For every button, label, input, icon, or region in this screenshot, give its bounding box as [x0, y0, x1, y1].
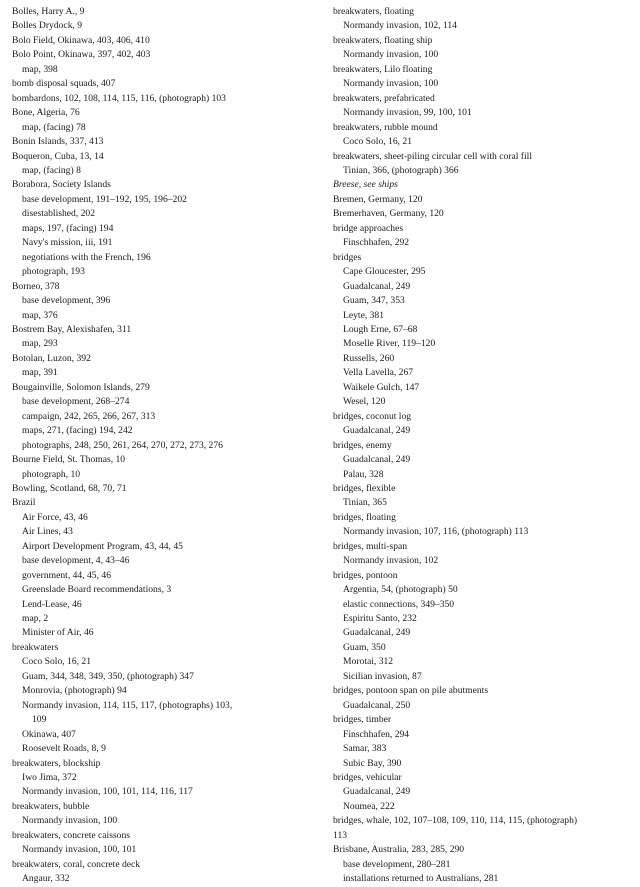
index-subentry: map, (facing) 8 — [22, 164, 81, 176]
index-subentry: Leyte, 381 — [343, 309, 385, 321]
index-subentry: Cape Gloucester, 295 — [343, 266, 426, 278]
index-heading: bridges, coconut log — [333, 410, 412, 422]
index-heading: bridges, floating — [333, 511, 396, 523]
index-heading: bridges, vehicular — [333, 772, 402, 784]
index-heading: bridges, pontoon — [333, 569, 398, 581]
index-subentry: Samar, 383 — [343, 743, 387, 755]
index-heading: Bolo Point, Okinawa, 397, 402, 403 — [12, 49, 151, 61]
index-subentry: Iwo Jima, 372 — [22, 772, 77, 784]
index-subentry: Noumea, 222 — [343, 800, 395, 812]
index-subentry: Coco Solo, 16, 21 — [22, 656, 92, 668]
index-subentry: Sicilian invasion, 87 — [343, 670, 422, 682]
index-subentry: Minister of Air, 46 — [22, 627, 94, 639]
index-heading: breakwaters, floating ship — [333, 34, 433, 46]
index-subentry: Argentia, 54, (photograph) 50 — [343, 584, 458, 596]
index-subentry: 109 — [32, 714, 47, 726]
index-subentry: installations returned to Australians, 281 — [343, 873, 499, 885]
index-subentry: map, 376 — [22, 309, 58, 321]
index-heading: breakwaters, bubble — [12, 800, 90, 812]
index-subentry: Guam, 347, 353 — [343, 295, 405, 307]
index-subentry: Subic Bay, 390 — [343, 757, 402, 769]
index-heading: bridges, multi-span — [333, 540, 408, 552]
index-heading: bridges, whale, 102, 107–108, 109, 110, 114, 115, (photograph) — [333, 815, 578, 827]
index-subentry: Normandy invasion, 114, 115, 117, (photographs) 103, — [22, 699, 233, 711]
index-subentry: Russells, 260 — [343, 352, 395, 364]
index-heading: breakwaters, floating — [333, 6, 414, 17]
index-subentry: map, 293 — [22, 338, 58, 350]
index-heading: Bolles, Harry A., 9 — [12, 6, 85, 17]
index-heading: breakwaters, rubble mound — [333, 121, 438, 133]
index-heading: breakwaters — [12, 641, 59, 653]
index-subentry: Normandy invasion, 99, 100, 101 — [343, 107, 472, 119]
index-subentry: Tinian, 365 — [343, 497, 387, 509]
index-subentry: Navy's mission, iii, 191 — [22, 237, 113, 249]
index-heading: Bourne Field, St. Thomas, 10 — [12, 454, 126, 466]
index-subentry: photographs, 248, 250, 261, 264, 270, 272, 273, 276 — [22, 439, 223, 451]
index-subentry: maps, 197, (facing) 194 — [22, 222, 114, 234]
index-subentry: base development, 268–274 — [22, 396, 130, 408]
index-subentry: Finschhafen, 294 — [343, 728, 410, 740]
index-heading: breakwaters, coral, concrete deck — [12, 858, 141, 870]
index-subentry: base development, 4, 43–46 — [22, 555, 130, 567]
index-heading: Brisbane, Australia, 283, 285, 290 — [333, 844, 465, 856]
index-subentry: maps, 271, (facing) 194, 242 — [22, 425, 133, 437]
index-subentry: Morotai, 312 — [343, 656, 394, 668]
index-heading: Bostrem Bay, Alexishafen, 311 — [12, 323, 132, 335]
index-subentry: Guadalcanal, 249 — [343, 280, 411, 292]
index-heading: Breese, see ships — [333, 179, 398, 191]
index-subentry: map, 2 — [22, 613, 49, 625]
index-subentry: map, (facing) 78 — [22, 121, 86, 133]
index-subentry: Airport Development Program, 43, 44, 45 — [22, 540, 183, 552]
index-heading: bridges, timber — [333, 714, 392, 726]
index-heading: Bowling, Scotland, 68, 70, 71 — [12, 482, 127, 494]
index-subentry: campaign, 242, 265, 266, 267, 313 — [22, 410, 156, 422]
index-subentry: Guadalcanal, 249 — [343, 786, 411, 798]
index-subentry: Vella Lavella, 267 — [343, 367, 414, 379]
index-subentry: Normandy invasion, 107, 116, (photograph) 113 — [343, 526, 529, 538]
index-subentry: Espiritu Santo, 232 — [343, 613, 417, 625]
index-heading: Brazil — [12, 497, 36, 509]
index-heading: breakwaters, concrete caissons — [12, 829, 131, 841]
index-subentry: Guadalcanal, 249 — [343, 627, 411, 639]
index-subentry: elastic connections, 349–350 — [343, 598, 455, 610]
index-heading: breakwaters, prefabricated — [333, 92, 435, 104]
index-subentry: Normandy invasion, 100, 101, 114, 116, 117 — [22, 786, 193, 798]
index-subentry: Coco Solo, 16, 21 — [343, 136, 413, 148]
index-subentry: Angaur, 332 — [22, 873, 70, 885]
index-subentry: Monrovia, (photograph) 94 — [22, 685, 127, 697]
index-heading: Bougainville, Solomon Islands, 279 — [12, 381, 150, 393]
index-subentry: photograph, 193 — [22, 266, 85, 278]
index-heading: Bolo Field, Okinawa, 403, 406, 410 — [12, 34, 150, 46]
index-subentry: Lough Erne, 67–68 — [343, 323, 418, 335]
index-subentry: Roosevelt Roads, 8, 9 — [22, 743, 106, 755]
index-heading: Borabora, Society Islands — [12, 179, 111, 191]
index-heading: bridges, enemy — [333, 439, 392, 451]
index-heading: Boqueron, Cuba, 13, 14 — [12, 150, 104, 162]
index-subentry: Guadalcanal, 250 — [343, 699, 411, 711]
index-subentry: map, 398 — [22, 63, 58, 75]
index-subentry: Guam, 350 — [343, 641, 386, 653]
index-subentry: Finschhafen, 292 — [343, 237, 410, 249]
index-subentry: Normandy invasion, 100 — [22, 815, 118, 827]
index-subentry: Wesel, 120 — [343, 396, 386, 408]
index-subentry: Moselle River, 119–120 — [343, 338, 436, 350]
index-subentry: Tinian, 366, (photograph) 366 — [343, 164, 459, 176]
index-subentry: base development, 280–281 — [343, 858, 451, 870]
index-subentry: Normandy invasion, 102, 114 — [343, 20, 457, 32]
index-heading: bomb disposal squads, 407 — [12, 78, 116, 90]
index-subentry: map, 391 — [22, 367, 58, 379]
index-heading: Bonin Islands, 337, 413 — [12, 136, 104, 148]
index-heading: breakwaters, blockship — [12, 757, 101, 769]
index-subentry: Air Force, 43, 46 — [22, 511, 88, 523]
index-subentry: base development, 396 — [22, 295, 111, 307]
index-heading: Bolles Drydock, 9 — [12, 20, 83, 32]
index-subentry: Normandy invasion, 100 — [343, 78, 439, 90]
index-subentry: negotiations with the French, 196 — [22, 251, 151, 263]
index-heading: bridge approaches — [333, 222, 404, 234]
index-column-left — [12, 5, 318, 887]
index-heading: breakwaters, Lilo floating — [333, 63, 433, 75]
index-heading: breakwaters, sheet-piling circular cell with coral fill — [333, 150, 532, 162]
index-heading: Botolan, Luzon, 392 — [12, 352, 91, 364]
index-subentry: Normandy invasion, 100, 101 — [22, 844, 137, 856]
index-subentry: disestablished, 202 — [22, 208, 96, 220]
index-subentry: Greenslade Board recommendations, 3 — [22, 584, 172, 596]
index-subentry: base development, 191–192, 195, 196–202 — [22, 193, 187, 205]
index-heading: bridges, pontoon span on pile abutments — [333, 685, 489, 697]
index-subentry: 113 — [333, 829, 348, 841]
index-subentry: Guadalcanal, 249 — [343, 454, 411, 466]
index-subentry: Lend-Lease, 46 — [22, 598, 82, 610]
index-heading: Bremerhaven, Germany, 120 — [333, 208, 444, 220]
index-subentry: Normandy invasion, 100 — [343, 49, 439, 61]
index-subentry: Air Lines, 43 — [22, 526, 73, 538]
index-subentry: Waikele Gulch, 147 — [343, 381, 420, 393]
index-heading: Borneo, 378 — [12, 280, 60, 292]
index-subentry: Guadalcanal, 249 — [343, 425, 411, 437]
index-heading: bridges — [333, 251, 362, 263]
index-heading: Bremen, Germany, 120 — [333, 193, 423, 205]
index-subentry: photograph, 10 — [22, 468, 81, 480]
index-subentry: Okinawa, 407 — [22, 728, 76, 740]
index-heading: bridges, flexible — [333, 482, 396, 494]
index-subentry: Palau, 328 — [343, 468, 384, 480]
index-heading: bombardons, 102, 108, 114, 115, 116, (photograph) 103 — [12, 92, 226, 104]
index-column-right — [333, 5, 633, 887]
index-subentry: government, 44, 45, 46 — [22, 569, 111, 581]
index-heading: Bone, Algeria, 76 — [12, 107, 80, 119]
index-subentry: Normandy invasion, 102 — [343, 555, 439, 567]
index-subentry: Guam, 344, 348, 349, 350, (photograph) 347 — [22, 670, 194, 682]
